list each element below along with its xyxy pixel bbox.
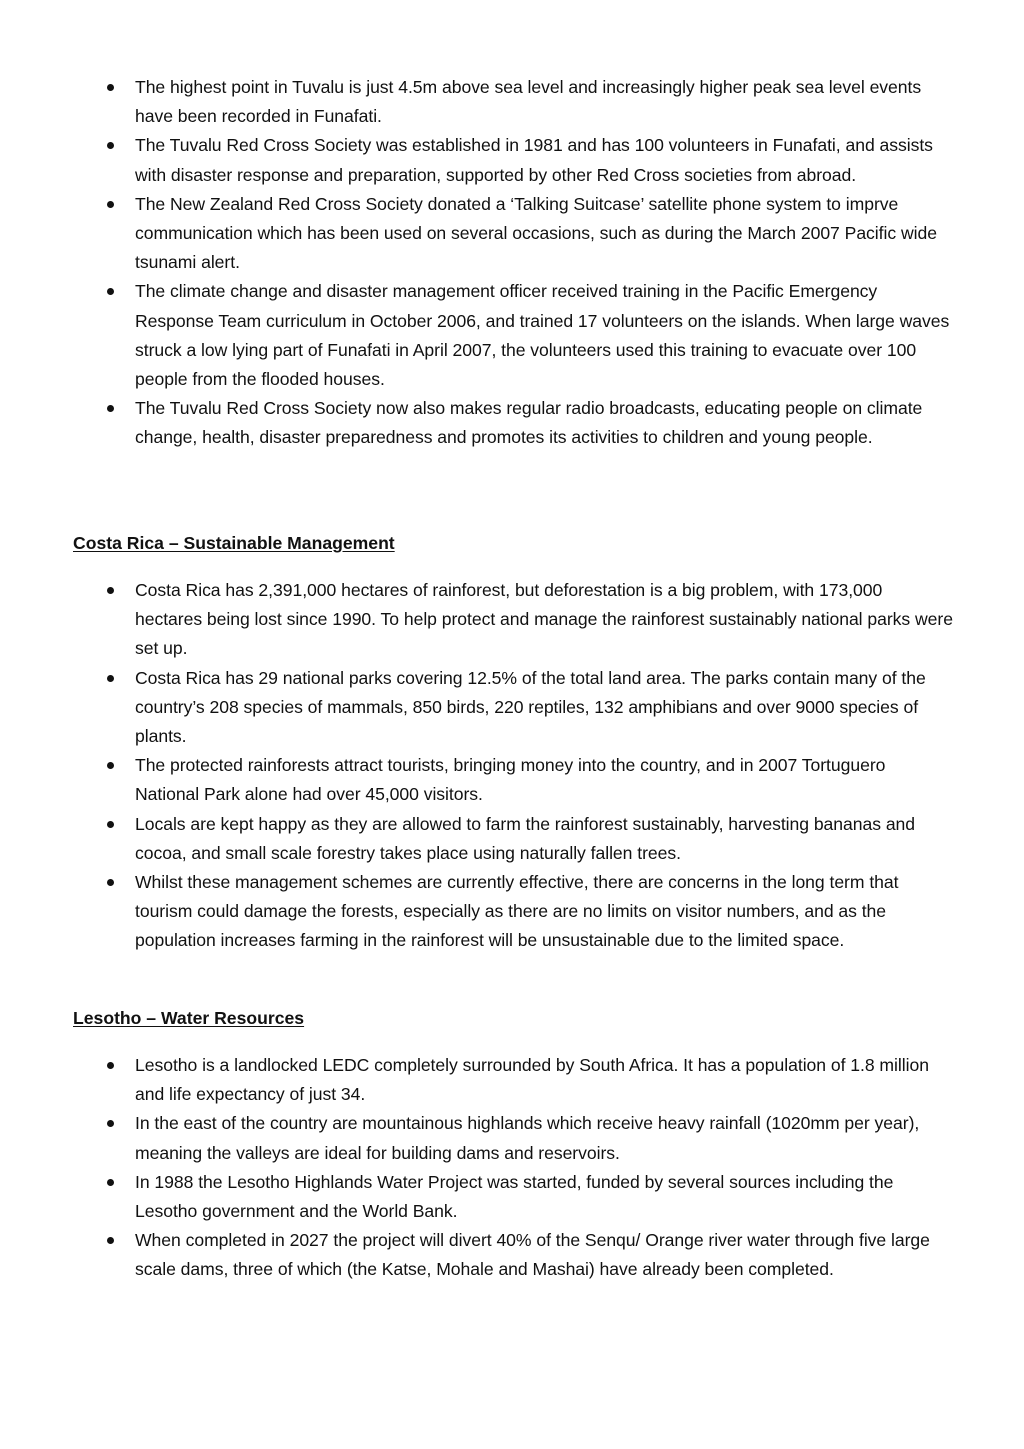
bullet-icon	[107, 1179, 114, 1186]
tuvalu-bullet-list	[104, 73, 954, 453]
list-item-text: In the east of the country are mountainous highlands which receive heavy rainfall (1020mm per year), meaning the valleys are ideal for building dams and reservoirs.	[135, 1113, 920, 1163]
bullet-icon	[107, 1062, 114, 1069]
list-item	[104, 1051, 954, 1109]
list-item	[104, 1168, 954, 1226]
list-item	[104, 190, 954, 278]
list-item	[104, 751, 954, 809]
list-item-text: The protected rainforests attract tourists, bringing money into the country, and in 2007 Tortuguero National Park alone had over 45,000 visitors.	[135, 755, 886, 805]
bullet-icon	[107, 288, 114, 295]
list-item	[104, 73, 954, 131]
list-item-text: The Tuvalu Red Cross Society now also makes regular radio broadcasts, educating people on climate change, health, disaster preparedness and promotes its activities to children and young people.	[135, 398, 923, 448]
list-item-text: The highest point in Tuvalu is just 4.5m above sea level and increasingly higher peak sea level events have been recorded in Funafati.	[135, 77, 922, 127]
list-item	[104, 576, 954, 664]
list-item	[104, 131, 954, 189]
bullet-icon	[107, 1237, 114, 1244]
list-item-text: The Tuvalu Red Cross Society was established in 1981 and has 100 volunteers in Funafati, and assists with disaster response and preparation, supported by other Red Cross societies from abroad.	[135, 135, 933, 185]
list-item-text: When completed in 2027 the project will divert 40% of the Senqu/ Orange river water through five large scale dams, three of which (the Katse, Mohale and Mashai) have already been completed.	[135, 1230, 930, 1280]
bullet-icon	[107, 201, 114, 208]
bullet-icon	[107, 762, 114, 769]
list-item	[104, 277, 954, 394]
bullet-icon	[107, 587, 114, 594]
list-item	[104, 664, 954, 752]
list-item-text: Costa Rica has 2,391,000 hectares of rainforest, but deforestation is a big problem, with 173,000 hectares being lost since 1990. To help protect and manage the rainforest sustainably national parks were set up.	[135, 580, 953, 659]
list-item-text: In 1988 the Lesotho Highlands Water Project was started, funded by several sources including the Lesotho government and the World Bank.	[135, 1171, 894, 1222]
bullet-icon	[107, 142, 114, 149]
list-item-text: Whilst these management schemes are currently effective, there are concerns in the long term that tourism could damage the forests, especially as there are no limits on visitor numbers, and as the population increases farming in the rainforest will be unsustainable due to the limited space.	[135, 872, 899, 951]
bullet-icon	[107, 84, 114, 91]
list-item	[104, 394, 954, 452]
costa-rica-heading: Costa Rica – Sustainable Management	[73, 533, 395, 553]
list-item	[104, 1109, 954, 1167]
bullet-icon	[107, 675, 114, 682]
costa-rica-bullet-list	[104, 576, 954, 956]
list-item	[104, 1226, 954, 1284]
list-item-text: The New Zealand Red Cross Society donated a ‘Talking Suitcase’ satellite phone system to imprve communication which has been used on several occasions, such as during the March 2007 Pacific wide tsunami alert.	[135, 193, 937, 273]
bullet-icon	[107, 821, 114, 828]
list-item-text: Lesotho is a landlocked LEDC completely surrounded by South Africa. It has a population of 1.8 million and life expectancy of just 34.	[135, 1055, 929, 1105]
lesotho-heading: Lesotho – Water Resources	[73, 1008, 305, 1028]
bullet-icon	[107, 879, 114, 886]
list-item	[104, 810, 954, 868]
list-item	[104, 868, 954, 956]
bullet-icon	[107, 1120, 114, 1127]
list-item-text: Locals are kept happy as they are allowed to farm the rainforest sustainably, harvesting bananas and cocoa, and small scale forestry takes place using naturally fallen trees.	[135, 813, 916, 863]
list-item-text: The climate change and disaster management officer received training in the Pacific Emergency Response Team curriculum in October 2006, and trained 17 volunteers on the islands. When large waves struck a low lying part of Funafati in April 2007, the volunteers used this training to evacuate over 100 people from the flooded houses.	[135, 281, 950, 390]
list-item-text: Costa Rica has 29 national parks covering 12.5% of the total land area. The parks contain many of the country’s 208 species of mammals, 850 birds, 220 reptiles, 132 amphibians and over 9000 species of plants.	[135, 667, 926, 747]
bullet-icon	[107, 405, 114, 412]
lesotho-bullet-list	[104, 1051, 954, 1285]
